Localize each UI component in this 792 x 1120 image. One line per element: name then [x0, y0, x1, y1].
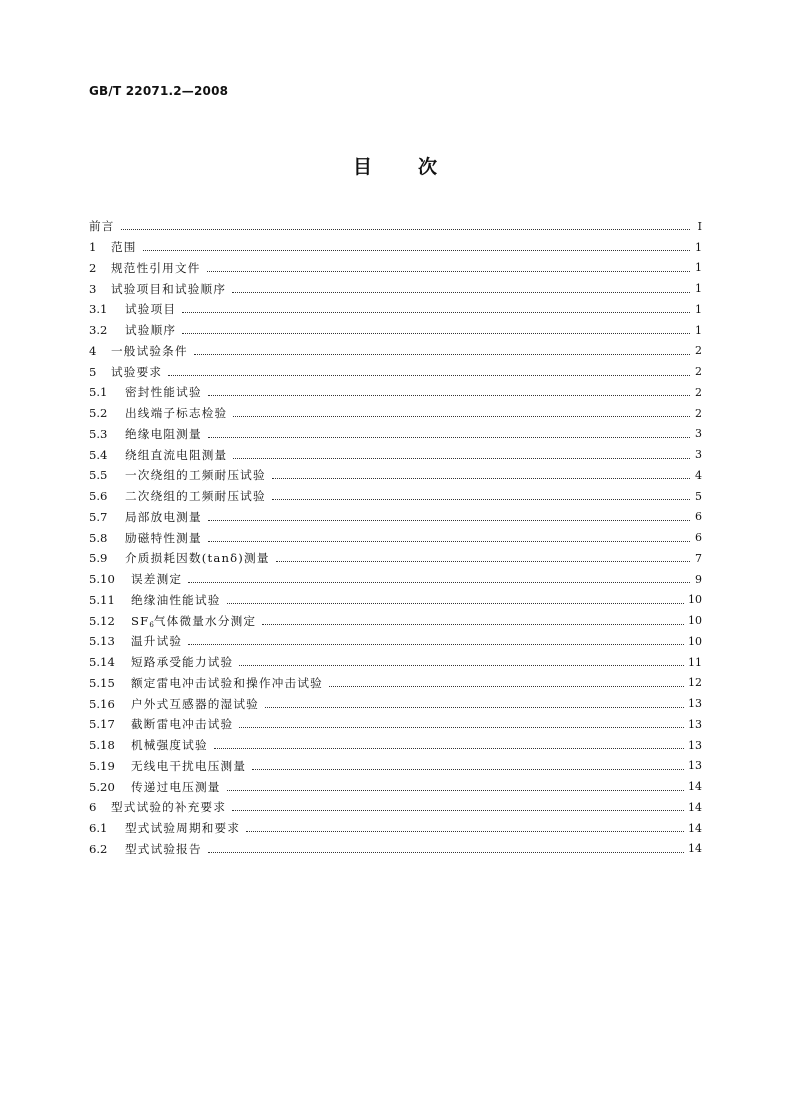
toc-entry-page: 12 [688, 676, 702, 690]
toc-dot-leader [208, 519, 690, 521]
toc-entry-number: 3.2 [89, 323, 108, 338]
toc-entry-page: 14 [688, 842, 702, 856]
toc-entry-page: 10 [688, 593, 702, 607]
toc-dot-leader [182, 332, 690, 334]
toc-entry-title: 短路承受能力试验 [131, 655, 234, 670]
toc-entry[interactable] [89, 465, 702, 486]
toc-dot-leader [239, 726, 684, 728]
toc-entry-page: 13 [688, 738, 702, 752]
toc-entry[interactable] [89, 258, 702, 279]
toc-dot-leader [262, 623, 684, 625]
toc-entry[interactable] [89, 756, 702, 777]
table-of-contents [89, 216, 702, 859]
toc-entry-title: 一次绕组的工频耐压试验 [125, 468, 266, 483]
toc-entry[interactable] [89, 361, 702, 382]
toc-dot-leader [232, 291, 690, 293]
toc-entry-number: 5.7 [89, 509, 108, 524]
toc-entry-page: 5 [695, 489, 702, 503]
page-title-part-2: 次 [418, 156, 440, 178]
toc-entry[interactable] [89, 278, 702, 299]
toc-entry[interactable] [89, 797, 702, 818]
toc-entry-page: 1 [695, 261, 702, 275]
toc-entry-number: 1 [89, 240, 97, 255]
toc-entry[interactable] [89, 548, 702, 569]
toc-entry-number: 5.13 [89, 634, 115, 649]
toc-entry[interactable] [89, 569, 702, 590]
toc-entry[interactable] [89, 839, 702, 860]
toc-entry-page: 13 [688, 717, 702, 731]
toc-entry[interactable] [89, 216, 702, 237]
toc-entry[interactable] [89, 527, 702, 548]
toc-entry[interactable] [89, 610, 702, 631]
toc-dot-leader [233, 415, 690, 417]
toc-entry[interactable] [89, 818, 702, 839]
toc-entry-title: 传递过电压测量 [131, 779, 221, 794]
toc-entry-number: 6.2 [89, 841, 108, 856]
toc-entry[interactable] [89, 237, 702, 258]
toc-dot-leader [208, 394, 690, 396]
toc-entry-title: 密封性能试验 [125, 385, 202, 400]
page-title [0, 152, 792, 179]
toc-entry-title: 试验项目和试验顺序 [111, 281, 227, 296]
toc-dot-leader [227, 789, 684, 791]
toc-dot-leader [182, 311, 690, 313]
toc-entry-title: 绝缘油性能试验 [131, 592, 221, 607]
toc-entry-page: 1 [695, 240, 702, 254]
toc-entry-page: 2 [695, 406, 702, 420]
toc-entry-page: 14 [688, 821, 702, 835]
toc-entry-title: 型式试验的补充要求 [111, 800, 227, 815]
toc-entry[interactable] [89, 382, 702, 403]
toc-entry-page: 7 [695, 551, 702, 565]
toc-entry-title: 前言 [89, 219, 115, 234]
toc-entry[interactable] [89, 590, 702, 611]
toc-entry[interactable] [89, 673, 702, 694]
toc-entry-title: 截断雷电冲击试验 [131, 717, 234, 732]
toc-entry-page: 11 [688, 655, 702, 669]
toc-entry-title-subscript: 6 [149, 620, 154, 629]
toc-entry-page: 2 [695, 385, 702, 399]
toc-dot-leader [168, 374, 690, 376]
standard-number: GB/T 22071.2—2008 [89, 84, 229, 98]
toc-dot-leader [227, 602, 684, 604]
toc-entry[interactable] [89, 776, 702, 797]
toc-dot-leader [272, 477, 690, 479]
toc-entry-number: 5.15 [89, 675, 115, 690]
toc-entry-title: 二次绕组的工频耐压试验 [125, 489, 266, 504]
page-title-part-1: 目 [352, 156, 374, 178]
toc-entry-number: 5.4 [89, 447, 108, 462]
toc-dot-leader [272, 498, 690, 500]
toc-entry-title: 局部放电测量 [125, 509, 202, 524]
toc-entry-title: 试验要求 [111, 364, 163, 379]
toc-entry-page: 9 [695, 572, 702, 586]
toc-dot-leader [143, 249, 690, 251]
toc-entry-title: 一般试验条件 [111, 343, 188, 358]
toc-entry-page: 1 [695, 282, 702, 296]
toc-entry-title: 试验项目 [125, 302, 177, 317]
toc-entry[interactable] [89, 631, 702, 652]
toc-entry-number: 2 [89, 260, 97, 275]
toc-entry[interactable] [89, 320, 702, 341]
toc-entry-number: 5.3 [89, 426, 108, 441]
toc-entry-title: 型式试验周期和要求 [125, 821, 241, 836]
toc-dot-leader [233, 457, 690, 459]
toc-entry-number: 5.8 [89, 530, 108, 545]
toc-entry-page: 14 [688, 780, 702, 794]
toc-entry-title: 温升试验 [131, 634, 183, 649]
toc-entry-page: 1 [695, 302, 702, 316]
toc-dot-leader [121, 228, 690, 230]
toc-entry-number: 5.5 [89, 468, 108, 483]
toc-entry-page: 3 [695, 427, 702, 441]
toc-entry-title: 型式试验报告 [125, 841, 202, 856]
toc-entry-title: 励磁特性测量 [125, 530, 202, 545]
toc-entry-title: 规范性引用文件 [111, 260, 201, 275]
toc-entry[interactable] [89, 403, 702, 424]
toc-dot-leader [276, 560, 690, 562]
toc-entry-number: 5.10 [89, 572, 115, 587]
toc-entry-number: 4 [89, 343, 97, 358]
toc-entry-title: 介质损耗因数(tanδ)测量 [125, 551, 270, 566]
toc-entry[interactable] [89, 341, 702, 362]
toc-entry-number: 5.20 [89, 779, 115, 794]
toc-entry-title: 绕组直流电阻测量 [125, 447, 228, 462]
toc-entry-page: 13 [688, 759, 702, 773]
toc-entry-page: Ⅰ [697, 219, 702, 233]
toc-dot-leader [188, 581, 690, 583]
toc-entry-page: 14 [688, 800, 702, 814]
toc-dot-leader [239, 664, 684, 666]
toc-entry-title: 绝缘电阻测量 [125, 426, 202, 441]
toc-dot-leader [232, 809, 684, 811]
toc-entry-title-part: SF [131, 613, 150, 628]
toc-entry-title: 机械强度试验 [131, 738, 208, 753]
toc-dot-leader [207, 270, 690, 272]
toc-entry-page: 2 [695, 365, 702, 379]
toc-entry[interactable] [89, 444, 702, 465]
toc-entry-number: 3.1 [89, 302, 108, 317]
toc-dot-leader [214, 747, 684, 749]
toc-entry-page: 13 [688, 697, 702, 711]
toc-entry-title: 无线电干扰电压测量 [131, 758, 247, 773]
toc-entry-number: 5.17 [89, 717, 115, 732]
toc-entry-page: 4 [695, 468, 702, 482]
toc-entry-number: 5.6 [89, 489, 108, 504]
toc-entry-number: 5.2 [89, 406, 108, 421]
toc-entry-title-part: 气体微量水分测定 [153, 613, 257, 628]
toc-entry[interactable] [89, 714, 702, 735]
toc-dot-leader [208, 436, 690, 438]
toc-entry[interactable] [89, 693, 702, 714]
toc-entry-title: 出线端子标志检验 [125, 406, 228, 421]
toc-entry-title [131, 613, 256, 629]
toc-dot-leader [329, 685, 684, 687]
toc-entry-number: 5.19 [89, 758, 115, 773]
toc-entry-page: 3 [695, 448, 702, 462]
toc-entry[interactable] [89, 652, 702, 673]
toc-entry[interactable] [89, 507, 702, 528]
toc-entry-page: 10 [688, 614, 702, 628]
toc-entry-number: 6.1 [89, 821, 108, 836]
toc-entry-number: 5.11 [89, 592, 115, 607]
toc-dot-leader [246, 830, 684, 832]
toc-entry-number: 5.16 [89, 696, 115, 711]
toc-entry-title: 范围 [111, 240, 137, 255]
toc-entry-number: 5 [89, 364, 97, 379]
toc-dot-leader [194, 353, 690, 355]
toc-entry[interactable] [89, 299, 702, 320]
toc-entry-number: 5.1 [89, 385, 108, 400]
toc-entry-number: 5.18 [89, 738, 115, 753]
toc-entry-number: 5.14 [89, 655, 115, 670]
toc-dot-leader [188, 643, 684, 645]
toc-entry-title: 试验顺序 [125, 323, 177, 338]
toc-entry-page: 10 [688, 634, 702, 648]
toc-entry-number: 3 [89, 281, 97, 296]
toc-entry[interactable] [89, 424, 702, 445]
toc-dot-leader [208, 851, 684, 853]
toc-entry-title: 户外式互感器的湿试验 [131, 696, 259, 711]
toc-entry-page: 2 [695, 344, 702, 358]
toc-entry-number: 5.12 [89, 613, 115, 628]
toc-entry-page: 6 [695, 510, 702, 524]
toc-dot-leader [252, 768, 684, 770]
toc-entry[interactable] [89, 486, 702, 507]
toc-entry-title: 误差测定 [131, 572, 183, 587]
toc-dot-leader [265, 706, 684, 708]
toc-entry-number: 5.9 [89, 551, 108, 566]
toc-entry-title: 额定雷电冲击试验和操作冲击试验 [131, 675, 323, 690]
toc-entry-page: 6 [695, 531, 702, 545]
toc-dot-leader [208, 540, 690, 542]
toc-entry[interactable] [89, 735, 702, 756]
toc-entry-number: 6 [89, 800, 97, 815]
toc-entry-page: 1 [695, 323, 702, 337]
